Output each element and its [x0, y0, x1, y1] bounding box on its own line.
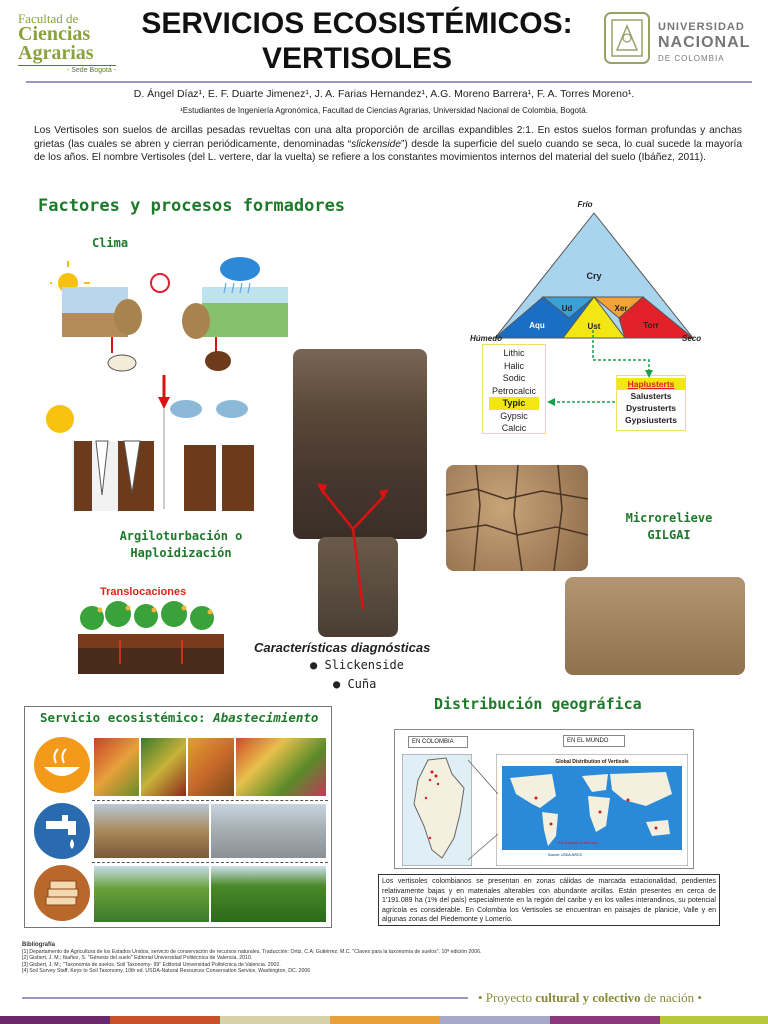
- food-icon: [32, 735, 92, 795]
- crop-photos: [94, 866, 326, 922]
- crop-photo: [211, 866, 326, 922]
- affiliation: ¹Estudiantes de Ingeniería Agronómica, Facultad de Ciencias Agrarias, Universidad Nacional de Colombia, Bogotá.: [180, 106, 588, 115]
- footer-slogan: • Proyecto cultural y colectivo de nación •: [478, 990, 702, 1005]
- cell-label: Cry: [586, 271, 602, 281]
- bibliography: Bibliografía [1] Departamento de Agricultura de los Estados Unidos, servicio de conservación de recursos naturales. Traducción: Ortiz, C.A; Gutiérrez, M.C. "Claves para la taxonomía de suelos". 10ª edición 2006. [2] Gisbert, J. M.; Ibañez, S. "Génesis del suelo" Editorial Universidad Politécnica de Valencia. 2010. [3] Gisbert, J. M.; "Taxonomía de suelos. Soil Taxonomy- 99" Editorial Universidad Politécnica de Valencia. 2002. [4] Soil Survey Staff. Keys to Soil Taxonomy, 10th ed. USDA-Natural Resources Conservation Service, Washington, DC. 2006: [22, 942, 582, 975]
- world-map-source: Source: USDA-NRCS: [548, 853, 582, 857]
- food-photo: [94, 738, 139, 796]
- food-photos: [94, 738, 326, 796]
- reference: [3] Gisbert, J. M.; "Taxonomía de suelos. Soil Taxonomy- 99" Editorial Universidad Politécnica de Valencia. 2002.: [22, 961, 281, 968]
- cell-label: Torr: [643, 321, 659, 330]
- timber-icon: [32, 863, 92, 923]
- header-divider: [26, 81, 752, 83]
- world-map-title: Global Distribution of Vertisols: [555, 759, 629, 765]
- highlighted-item: Haplusterts: [617, 378, 685, 390]
- distribution-text: Los vertisoles colombianos se presentan en zonas cálidas de marcada estacionalidad, pendientes relativamente bajas y en materiales alterables con abundante arcillas. Están presentes en cerca de 1'191.089 ha (1% del país) especialmente en la región del caribe y en los valles interandinos, su potencial agrícola es considerable. En Colombia los Vertisoles se encuentran en paisajes de planicie, Valle y en algunas zonas del Piedemonte y Lomerío.: [378, 874, 720, 926]
- row-divider: [92, 862, 328, 863]
- cell-label: Ust: [587, 322, 601, 331]
- faculty-logo: Facultad de Ciencias Agrarias - Sede Bogotá -: [18, 11, 116, 74]
- reference: [2] Gisbert, J. M.; Ibañez, S. "Génesis del suelo" Editorial Universidad Politécnica de Valencia. 2010.: [22, 955, 253, 961]
- footer-stripe: [440, 1016, 550, 1024]
- food-photo: [141, 738, 186, 796]
- world-tab: EN EL MUNDO: [563, 735, 625, 747]
- map-connector: [468, 754, 498, 866]
- university-seal-icon: [602, 10, 652, 66]
- connector-arrows: [545, 330, 655, 410]
- moisture-regime-triangle: [455, 197, 715, 345]
- diagnostic-item: ● Cuña: [333, 677, 377, 691]
- highlighted-item: Typic: [489, 397, 539, 410]
- great-group-list: Haplusterts Salusterts Dystrusterts Gypsiusterts: [616, 375, 686, 431]
- argiloturbation-illustration: [36, 375, 266, 515]
- footer-stripe: [550, 1016, 660, 1024]
- factors-heading: Factores y procesos formadores: [38, 196, 346, 216]
- clima-label: Clima: [91, 236, 129, 250]
- slickenside-arrows-icon: [293, 349, 427, 639]
- footer-stripe: [110, 1016, 220, 1024]
- service-heading: Servicio ecosistémico: Abastecimiento: [40, 710, 319, 725]
- world-map: [496, 754, 688, 866]
- poster-title: SERVICIOS ECOSISTÉMICOS: VERTISOLES: [141, 7, 573, 75]
- food-photo: [188, 738, 233, 796]
- water-photos: [94, 804, 326, 858]
- row-divider: [92, 800, 328, 801]
- water-photo: [94, 804, 209, 858]
- colombia-map: [402, 754, 472, 866]
- reference: [1] Departamento de Agricultura de los Estados Unidos, servicio de conservación de recursos naturales. Traducción: Ortiz, C.A; Gutiérrez, M.C. "Claves para la taxonomía de suelos". 10ª edición 2006.: [22, 948, 482, 955]
- footer-divider: [22, 997, 468, 999]
- intro-paragraph: Los Vertisoles son suelos de arcillas pesadas revueltas con una alta proporción de arcillas expandibles 2:1. En estos suelos forman profundas y anchas grietas (las cuales se abren y cierran periódicamente, denominadas “slickenside”) desde la superficie del suelo cuando se seca, lo cual sucede la mayoría de los años. El nombre Vertisoles (del L. vertere, dar la vuelta) se refiere a los constantes movimientos internos del material del suelo (Ibáñez, 2011).: [34, 125, 743, 163]
- water-tap-icon: [32, 801, 92, 861]
- subgroup-list: Lithic Halic Sodic Petrocalcic Typic Gypsic Calcic: [482, 344, 546, 434]
- crop-photo: [94, 866, 209, 922]
- cell-label: Ud: [561, 304, 573, 313]
- colombia-tab: EN COLOMBIA: [408, 736, 468, 748]
- diagnostic-heading: Características diagnósticas: [254, 640, 431, 655]
- cell-label: Xer: [614, 304, 628, 313]
- crack-pattern: [446, 465, 588, 571]
- microrelief-label: Microrelieve GILGAI: [625, 511, 713, 542]
- translocation-illustration: [78, 596, 224, 674]
- climate-illustration: [50, 255, 290, 375]
- diagnostic-item: ● Slickenside: [310, 658, 404, 672]
- cell-label: Aqu: [529, 321, 545, 330]
- reference: [4] Soil Survey Staff. Keys to Soil Taxonomy, 10th ed. USDA-Natural Resources Conservation Service, Washington, DC. 2006: [22, 968, 311, 974]
- footer-stripe: [220, 1016, 330, 1024]
- triangle-left-label: Húmedo: [470, 334, 502, 343]
- footer-stripe: [660, 1016, 768, 1024]
- gilgai-photo: [565, 577, 745, 675]
- university-name: UNIVERSIDAD NACIONAL DE COLOMBIA: [658, 21, 751, 63]
- distribution-heading: Distribución geográfica: [434, 695, 642, 713]
- footer-stripe: [0, 1016, 110, 1024]
- translocaciones-label: Translocaciones: [100, 586, 187, 598]
- food-photo: [236, 738, 326, 796]
- authors: D. Ángel Díaz¹, E. F. Duarte Jimenez¹, J. A. Farias Hernandez¹, A.G. Moreno Barrera¹, F. A. Torres Moreno¹.: [133, 88, 635, 100]
- triangle-right-label: Seco: [682, 334, 702, 343]
- world-map-caption: ~2% of global ice-free land: [556, 841, 598, 845]
- footer-stripe: [330, 1016, 440, 1024]
- triangle-top-label: Frío: [577, 200, 593, 209]
- water-photo: [211, 804, 326, 858]
- argiloturbation-label: Argiloturbación o Haploidización: [119, 529, 243, 560]
